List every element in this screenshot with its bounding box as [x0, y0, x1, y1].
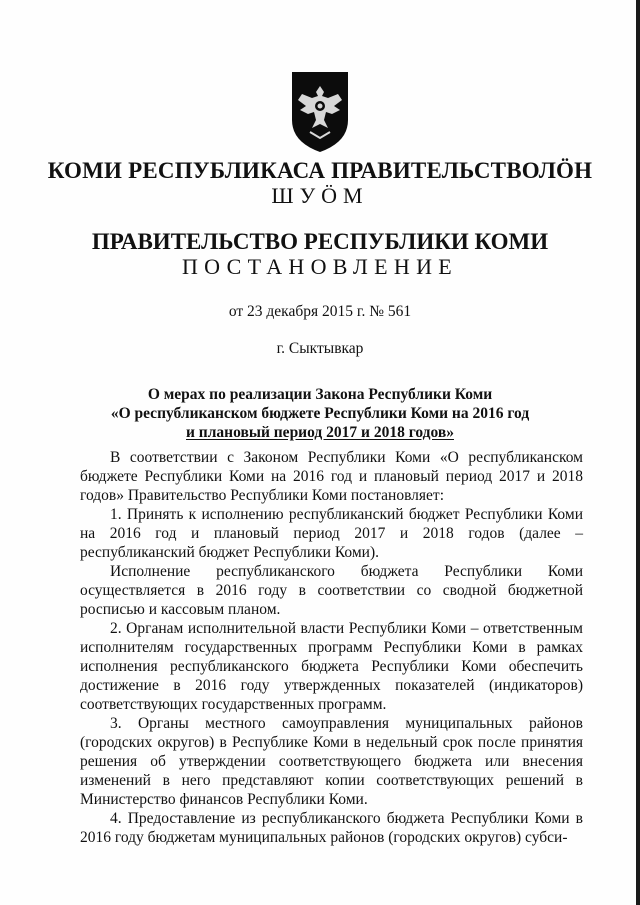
document-title-line-2: «О республиканском бюджете Республики Коми на 2016 год — [110, 405, 530, 422]
body-paragraph: 2. Органам исполнительной власти Республики Коми – ответственным исполнителям государственных программ Республики Коми в рамках исполнения республиканского бюджета Республики Коми обеспечить достижение в 2016 году утвержденных показателей (индикаторов) соответствующих государственных программ. — [80, 620, 583, 713]
document-date-number: от 23 декабря 2015 г. № 561 — [228, 303, 412, 320]
document-city: г. Сыктывкар — [276, 340, 364, 357]
document-title-line-1: О мерах по реализации Закона Республики Коми — [147, 386, 493, 403]
komi-doc-type: ШУÖМ — [271, 183, 369, 208]
ru-header-title: ПРАВИТЕЛЬСТВО РЕСПУБЛИКИ КОМИ — [91, 229, 549, 254]
document-body — [80, 448, 583, 847]
scan-edge-shadow — [636, 0, 640, 905]
coat-of-arms-icon — [288, 68, 352, 154]
body-paragraph: 3. Органы местного самоуправления муниципальных районов (городских округов) в Республике Коми в недельный срок после принятия решения об утверждении соответствующего бюджета или внесения изменений в него представляют копии соответствующих решений в Министерство финансов Республики Коми. — [80, 715, 583, 808]
document-title-line-3 — [0, 424, 640, 442]
document-title-line-3-text: и плановый период 2017 и 2018 годов» — [186, 424, 454, 441]
body-paragraph: 4. Предоставление из республиканского бюджета Республики Коми в 2016 году бюджетам муниципальных районов (городских округов) субси- — [80, 810, 583, 846]
body-paragraph: 1. Принять к исполнению республиканский бюджет Республики Коми на 2016 год и плановый период 2017 и 2018 годов (далее – республиканский бюджет Республики Коми). — [80, 506, 583, 561]
ru-doc-type: ПОСТАНОВЛЕНИЕ — [181, 254, 459, 279]
body-paragraph: Исполнение республиканского бюджета Республики Коми осуществляется в 2016 году в соответствии со сводной бюджетной росписью и кассовым планом. — [80, 563, 583, 618]
body-paragraph: В соответствии с Законом Республики Коми «О республиканском бюджете Республики Коми на 2016 год и плановый период 2017 и 2018 годов» Правительство Республики Коми постановляет: — [80, 449, 583, 504]
komi-header-title: КОМИ РЕСПУБЛИКАСА ПРАВИТЕЛЬСТВОЛÖН — [47, 158, 593, 183]
